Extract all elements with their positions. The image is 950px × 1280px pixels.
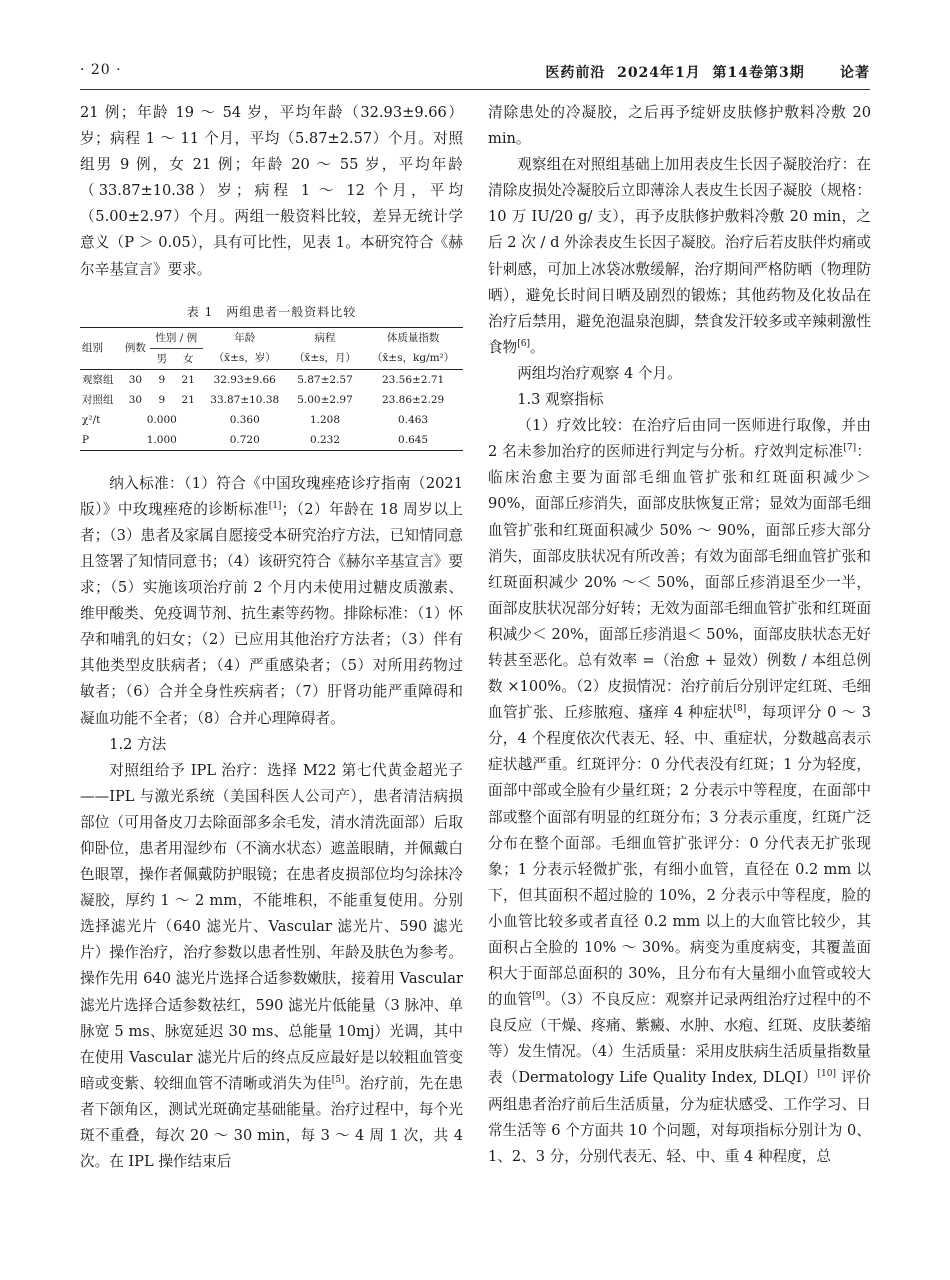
journal-info: 医药前沿 2024年1月 第14卷第3期 论著 [545,65,870,81]
paragraph-intro: 21 例；年龄 19 ～ 54 岁，平均年龄（32.93±9.66）岁；病程 1 ～ 11 个月，平均（5.87±2.57）个月。对照组男 9 例，女 21 例；年龄 20 ～ 55 岁，平均年龄（33.87±10.38）岁；病程 1 ～ 12 个月，平均（5.00±2.97）个月。两组一般资料比较，差异无统计学意义（P ＞ 0.05），具有可比性，见表 1。本研究符合《赫尔辛基宣言》要求。 [80,104,463,278]
col-cases: 例数 [121,327,150,369]
table-row: 观察组 30 9 21 32.93±9.66 5.87±2.57 23.56±2.71 [82,373,445,386]
citation: [7] [843,443,857,454]
table-row: χ²/t 0.000 0.360 1.208 0.463 [82,413,429,426]
citation: [1] [268,500,282,511]
col-sex: 性别 / 例 [150,327,203,348]
paragraph-indicators: （1）疗效比较：在治疗后由同一医师进行取像，并由 2 名未参加治疗的医师进行判定与分析。疗效判定标准[7]：临床治愈主要为面部毛细血管扩张和红斑面积减少＞ 90%，面部丘疹消失，面部皮肤恢复正常；显效为面部毛细血管扩张和红斑面积减少 50% ～ 90%，面部丘疹大部分消失，面部皮肤状况有所改善；有效为面部毛细血管扩张和红斑面积减少 20% ～＜ 50%，面部丘疹消退至少一半，面部皮肤状况部分好转；无效为面部毛细血管扩张和红斑面积减少＜ 20%，面部丘疹消退＜ 50%，面部皮肤状态无好转甚至恶化。总有效率 =（治愈 + 显效）例数 / 本组总例数 ×100%。（2）皮损情况：治疗前后分别评定红斑、毛细血管扩张、丘疹脓疱、瘙痒 4 种症状[8]，每项评分 0 ～ 3 分，4 个程度依次代表无、轻、中、重症状，分数越高表示症状越严重。红斑评分：0 分代表没有红斑；1 分为轻度，面部中部或全脸有少量红斑；2 分表示中等程度，在面部中部或整个面部有明显的红斑分布；3 分表示重度，红斑广泛分布在整个面部。毛细血管扩张评分：0 分代表无扩张现象；1 分表示轻微扩张，有细小血管，直径在 0.2 mm 以下，但其面积不超过脸的 10%，2 分表示中等程度，脸的小血管比较多或者直径 0.2 mm 以上的大血管比较少，其面积占全脸的 10% ～ 30%。病变为重度病变，其覆盖面积大于面部总面积的 30%，且分布有大量细小血管或较大的血管[9]。（3）不良反应：观察并记录两组治疗过程中的不良反应（干燥、疼痛、紫癜、水肿、水疱、红斑、皮肤萎缩等）发生情况。（4）生活质量：采用皮肤病生活质量指数量表（Dermatology Life Quality Index, DLQI）[10] 评价两组患者治疗前后生活质量，分为症状感受、工作学习、日常生活等 6 个方面共 10 个问题，对每项指标分别计为 0、1、2、3 分，分别代表无、轻、中、重 4 种程度，总 [488,417,871,1165]
citation: [9] [532,991,545,1002]
table-row: 对照组 30 9 21 33.87±10.38 5.00±2.97 23.86±2.29 [82,393,445,406]
col-bmi-unit: （x̄±s，kg/m²） [363,348,463,369]
col-course-unit: （x̄±s，月） [287,348,363,369]
paragraph-methods: 对照组给予 IPL 治疗：选择 M22 第七代黄金超光子——IPL 与激光系统（美国科医人公司产），患者清洁病损部位（可用备皮刀去除面部多余毛发，清水清洗面部）后取仰卧位，患者用湿纱布（不滴水状态）遮盖眼睛，并佩戴白色眼罩，操作者佩戴防护眼镜；在患者皮损部位均匀涂抹冷凝胶，厚约 1 ～ 2 mm，不能堆积，不能重复使用。分别选择滤光片（640 滤光片、Vascular 滤光片、590 滤光片）操作治疗，治疗参数以患者性别、年龄及肤色为参考。操作先用 640 滤光片选择合适参数嫩肤，接着用 Vascular 滤光片选择合适参数祛红，590 滤光片低能量（3 脉冲、单脉宽 5 ms、脉宽延迟 30 ms、总能量 10mj）光调，其中在使用 Vascular 滤光片后的终点反应最好是以较粗血管变暗或变紫、较细血管不清晰或消失为佳[5]。治疗前，先在患者下颌角区，测试光斑确定基础能量。治疗过程中，每个光斑不重叠，每次 20 ～ 30 min，每 3 ～ 4 周 1 次，共 4 次。在 IPL 操作结束后 [80,761,463,1171]
table-1 [80,303,463,451]
paragraph-observation-group: 观察组在对照组基础上加用表皮生长因子凝胶治疗：在清除皮损处冷凝胶后立即薄涂人表皮生长因子凝胶（规格：10 万 IU/20 g/ 支），再予皮肤修护敷料冷敷 20 min，之后 2 次 / d 外涂表皮生长因子凝胶。治疗后若皮肤伴灼痛或针刺感，可加上冰袋冰敷缓解，治疗期间严格防晒（物理防晒），避免长时间日晒及剧烈的锻炼；其他药物及化妆品在治疗后禁用，避免泡温泉泡脚，禁食发汗较多或辛辣刺激性食物[6]。 [488,156,871,356]
col-course: 病程 [287,327,363,348]
section-heading-methods: 1.2 方法 [109,735,167,753]
citation: [6] [517,338,530,349]
header-rule [80,89,870,90]
right-column [488,100,871,1170]
page-number: · 20 · [80,62,122,78]
table-title: 表 1 两组患者一般资料比较 [186,304,357,319]
section-heading-indicators: 1.3 观察指标 [517,391,604,409]
col-age: 年龄 [203,327,287,348]
col-age-unit: （x̄±s，岁） [203,348,287,369]
citation: [8] [733,704,747,715]
citation: [5] [331,1074,345,1085]
table-row: P 1.000 0.720 0.232 0.645 [80,430,463,451]
col-female: 女 [174,348,203,369]
baseline-table [80,327,463,451]
col-group: 组别 [80,327,121,369]
paragraph-continued: 清除患处的冷凝胶，之后再予绽妍皮肤修护敷料冷敷 20 min。 [488,104,871,148]
paragraph-duration: 两组均治疗观察 4 个月。 [517,364,682,382]
col-male: 男 [150,348,174,369]
page-header [80,62,870,86]
paragraph-inclusion: 纳入标准：（1）符合《中国玫瑰痤疮诊疗指南（2021 版）》中玫瑰痤疮的诊断标准[1]；（2）年龄在 18 周岁以上者；（3）患者及家属自愿接受本研究治疗方法，已知情同意且签署了知情同意书；（4）该研究符合《赫尔辛基宣言》要求；（5）实施该项治疗前 2 个月内未使用过糖皮质激素、维甲酸类、免疫调节剂、抗生素等药物。排除标准：（1）怀孕和哺乳的妇女；（2）已应用其他治疗方法者；（3）伴有其他类型皮肤病者；（4）严重感染者；（5）对所用药物过敏者；（6）合并全身性疾病者；（7）肝肾功能严重障碍和凝血功能不全者；（8）合并心理障碍者。 [80,474,463,727]
col-bmi: 体质量指数 [363,327,463,348]
left-column [80,100,463,1175]
citation: [10] [817,1069,837,1080]
